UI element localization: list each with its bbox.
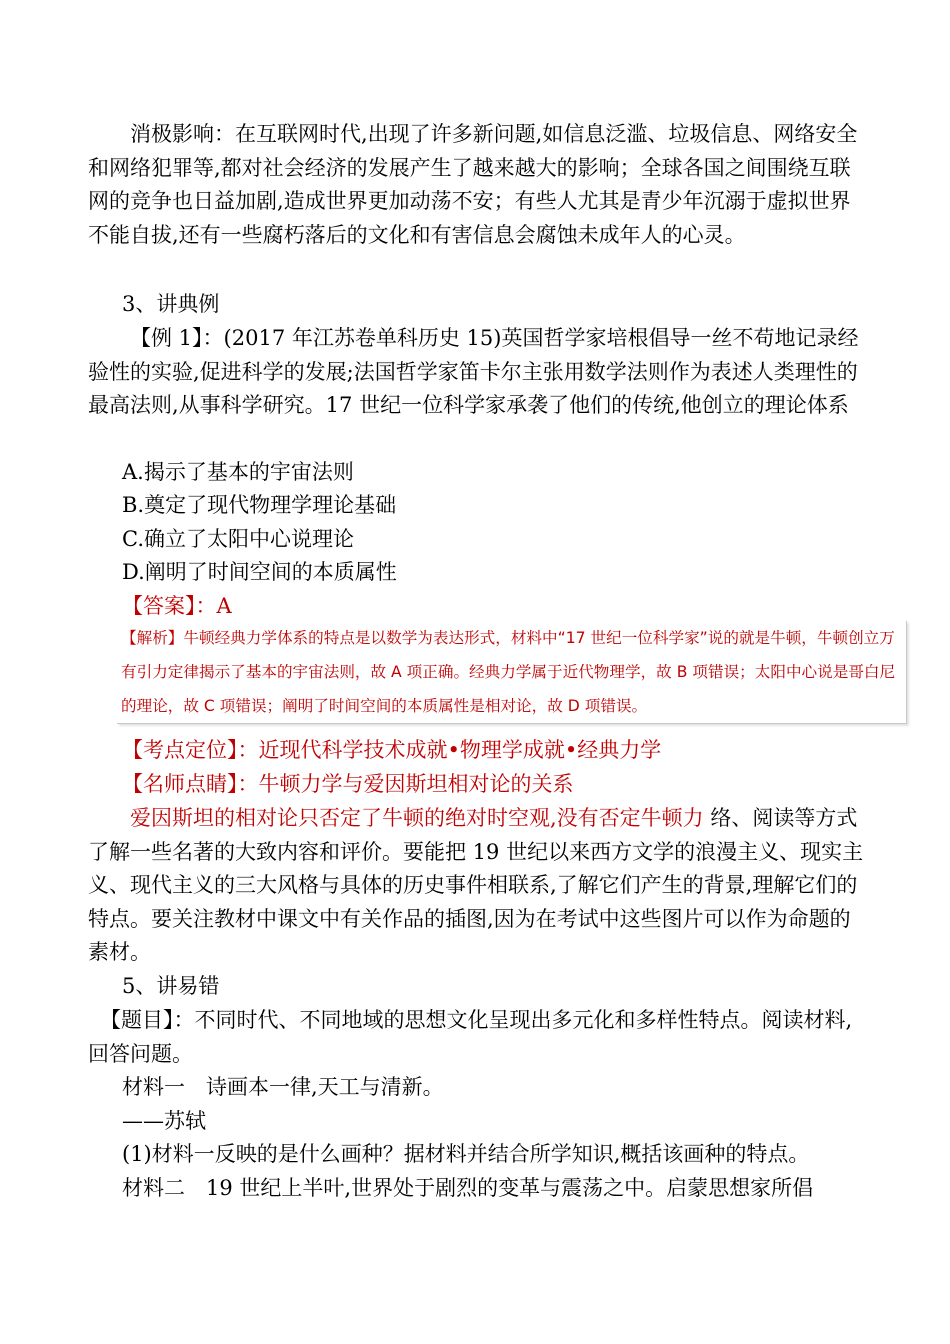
literature-study-text: 络、阅读等方式了解一些名著的大致内容和评价。要能把 19 世纪以来西方文学的浪漫主义、现实主义、现代主义的三大风格与具体的历史事件相联系,了解它们产生的背景,理解它们的特点。要关注教材中课文中有关作品的插图,因为在考试中这些图片可以作为命题的素材。 xyxy=(88,806,864,965)
option-d: D.阐明了时间空间的本质属性 xyxy=(122,560,397,584)
analysis-box: 【解析】牛顿经典力学体系的特点是以数学为表达形式，材料中“17 世纪一位科学家”说的就是牛顿，牛顿创立万有引力定律揭示了基本的宇宙法则，故 A 项正确。经典力学属于近代物理学，故 B 项错误；太阳中心说是哥白尼的理论，故 C 项错误；阐明了时间空间的本质属性是相对论，故 D 项错误。 xyxy=(117,621,907,724)
kaodian-label: 【考点定位】： xyxy=(122,738,259,762)
example-label: 【例 1】 xyxy=(130,326,203,350)
answer-value: A xyxy=(216,594,232,618)
dianjing-label: 【名师点睛】： xyxy=(122,772,259,796)
example-stem xyxy=(88,322,868,423)
relativity-note: 爱因斯坦的相对论只否定了牛顿的绝对时空观,没有否定牛顿力 xyxy=(130,806,711,830)
option-b: B.奠定了现代物理学理论基础 xyxy=(122,493,397,517)
negative-impact-paragraph: 消极影响：在互联网时代,出现了许多新问题,如信息泛滥、垃圾信息、网络安全和网络犯罪等,都对社会经济的发展产生了越来越大的影响；全球各国之间围绕互联网的竞争也日益加剧,造成世界更加动荡不安；有些人尤其是青少年沉溺于虚拟世界不能自拔,还有一些腐朽落后的文化和有害信息会腐蚀未成年人的心灵。 xyxy=(88,122,858,247)
example-stem-text: ：(2017 年江苏卷单科历史 15)英国哲学家培根倡导一丝不苟地记录经验性的实验,促进科学的发展;法国哲学家笛卡尔主张用数学法则作为表述人类理性的最高法则,从事科学研究。17 世纪一位科学家承袭了他们的传统,他创立的理论体系 xyxy=(88,326,859,418)
kaodian-line xyxy=(122,734,661,768)
question-one: (1)材料一反映的是什么画种？据材料并结合所学知识,概括该画种的特点。 xyxy=(122,1142,810,1166)
section3-heading: 3、讲典例 xyxy=(122,292,220,316)
answer-line xyxy=(122,590,232,624)
option-a: A.揭示了基本的宇宙法则 xyxy=(122,460,354,484)
answer-label: 【答案】： xyxy=(122,594,217,618)
option-c: C.确立了太阳中心说理论 xyxy=(122,527,354,551)
topic-label: 【题目】 xyxy=(100,1008,174,1032)
dianjing-value: 牛顿力学与爱因斯坦相对论的关系 xyxy=(258,772,574,796)
material-one-author: ——苏轼 xyxy=(122,1109,206,1133)
dianjing-line xyxy=(122,768,574,802)
kaodian-value: 近现代科学技术成就•物理学成就•经典力学 xyxy=(258,738,662,762)
topic-paragraph xyxy=(88,1004,868,1071)
section5-heading: 5、讲易错 xyxy=(122,974,220,998)
material-two: 材料二 19 世纪上半叶,世界处于剧烈的变革与震荡之中。启蒙思想家所倡 xyxy=(122,1176,814,1200)
mixed-paragraph xyxy=(88,802,868,970)
material-one: 材料一 诗画本一律,天工与清新。 xyxy=(122,1075,444,1099)
topic-text: ：不同时代、不同地域的思想文化呈现出多元化和多样性特点。阅读材料,回答问题。 xyxy=(88,1008,853,1066)
